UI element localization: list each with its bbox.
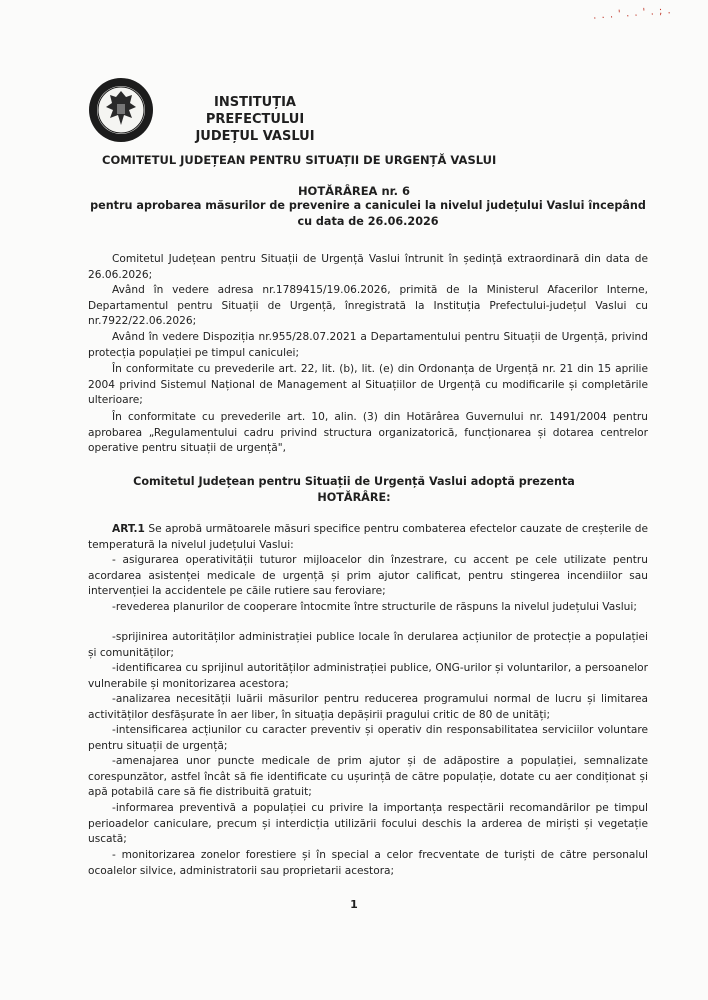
preamble-paragraph-4 [88, 362, 648, 409]
decision-title: HOTĂRÂREA nr. 6 [297, 184, 411, 198]
romania-government-seal [88, 77, 154, 143]
article-1-intro: Se aprobă următoarele măsuri specifice pentru combaterea efectelor cauzate de creșterile de temperatură la nivelul județului Vaslui: [88, 523, 648, 551]
committee-heading: COMITETUL JUDEȚEAN PENTRU SITUAȚII DE URGENȚĂ VASLUI [102, 153, 497, 167]
article-1 [88, 522, 648, 553]
measure-text-5: -analizarea necesității luării măsurilor pentru reducerea programului normal de lucru și limitarea activităților desfășurate în aer liber, în situația depășirii pragului critic de 80 de unități; [88, 693, 648, 721]
preamble-paragraph-1 [88, 252, 648, 283]
measure-text-2: -revederea planurilor de cooperare întocmite între structurile de răspuns la nivelul județului Vaslui; [112, 601, 637, 613]
adopts-line: Comitetul Județean pentru Situații de Urgență Vaslui adoptă prezenta [133, 475, 575, 488]
article-1-label: ART.1 [112, 523, 145, 535]
measure-5 [88, 692, 648, 723]
measure-text-1: - asigurarea operativității tuturor mijloacelor din înzestrare, cu accent pe cele utilizate pentru acordarea asistenței medicale de urgență și prim ajutor calificat, pentru stingerea incendiilor sau intervenției la accidentele pe căile rutiere sau feroviare; [88, 554, 648, 598]
page-number: 1 [350, 898, 358, 911]
measure-text-4: -identificarea cu sprijinul autorităților administrației publice, ONG-urilor și voluntarilor, a persoanelor vulnerabile și monitorizarea acestora; [88, 662, 648, 690]
measure-text-7: -amenajarea unor puncte medicale de prim ajutor și de adăpostire a populației, semnalizate corespunzător, astfel încât să fie identificate cu ușurință de către populație, dotate cu aer condiționat și apă potabilă care să fie distribuită gratuit; [88, 755, 648, 799]
adopts-word: HOTĂRÂRE: [317, 491, 391, 504]
corner-handwritten-mark: . . . ' . . ' . ; . [592, 5, 673, 22]
measure-4 [88, 661, 648, 692]
measure-2 [88, 600, 648, 616]
preamble-text-1: Comitetul Județean pentru Situații de Urgență Vaslui întrunit în ședință extraordinară din data de 26.06.2026; [88, 253, 648, 281]
measure-8 [88, 801, 648, 848]
preamble-text-4: În conformitate cu prevederile art. 22, lit. (b), lit. (e) din Ordonanța de Urgență nr. 21 din 15 aprilie 2004 privind Sistemul Național de Management al Situațiilor de Urgență cu modificarile și completările ulterioare; [88, 363, 648, 407]
measure-text-9: - monitorizarea zonelor forestiere și în special a celor frecventate de turiști de către personalul ocoalelor silvice, administratorii sau proprietarii acestora; [88, 849, 648, 877]
institution-line-2: JUDEȚUL VASLUI [195, 129, 315, 144]
preamble-paragraph-3 [88, 330, 648, 361]
measure-text-6: -intensificarea acțiunilor cu caracter preventiv și operativ din responsabilitatea serviciilor voluntare pentru situații de urgență; [88, 724, 648, 752]
preamble-text-2: Având în vedere adresa nr.1789415/19.06.2026, primită de la Ministerul Afacerilor Interne, Departamentul pentru Situații de Urgență, înregistrată la Instituția Prefectului-județul Vaslui cu nr.7922/22.06.2026; [88, 284, 648, 328]
measure-7 [88, 754, 648, 801]
measure-text-8: -informarea preventivă a populației cu privire la importanța respectării recomandărilor pe timpul perioadelor caniculare, precum și interdicția utilizării focului deschis la arderea de miriști și vegetație uscată; [88, 802, 648, 846]
institution-line-1: INSTITUȚIA PREFECTULUI [205, 95, 305, 127]
preamble-paragraph-2 [88, 283, 648, 330]
institution-name [170, 94, 340, 145]
preamble-text-5: În conformitate cu prevederile art. 10, alin. (3) din Hotărârea Guvernului nr. 1491/2004 pentru aprobarea „Regulamentului cadru privind structura organizatorică, funcționarea și dotarea centrelor operative pentru situații de urgență", [88, 411, 648, 455]
measure-3 [88, 630, 648, 661]
measure-1 [88, 553, 648, 600]
decision-subtitle: pentru aprobarea măsurilor de prevenire a caniculei la nivelul județului Vaslui începând cu data de 26.06.2026 [90, 199, 646, 228]
preamble-paragraph-5 [88, 410, 648, 457]
measure-9 [88, 848, 648, 879]
preamble-text-3: Având în vedere Dispoziția nr.955/28.07.2021 a Departamentului pentru Situații de Urgență, privind protecția populației pe timpul caniculei; [88, 331, 648, 359]
measure-6 [88, 723, 648, 754]
measure-text-3: -sprijinirea autorităților administrației publice locale în derularea acțiunilor de protecție a populației și comunităților; [88, 631, 648, 659]
